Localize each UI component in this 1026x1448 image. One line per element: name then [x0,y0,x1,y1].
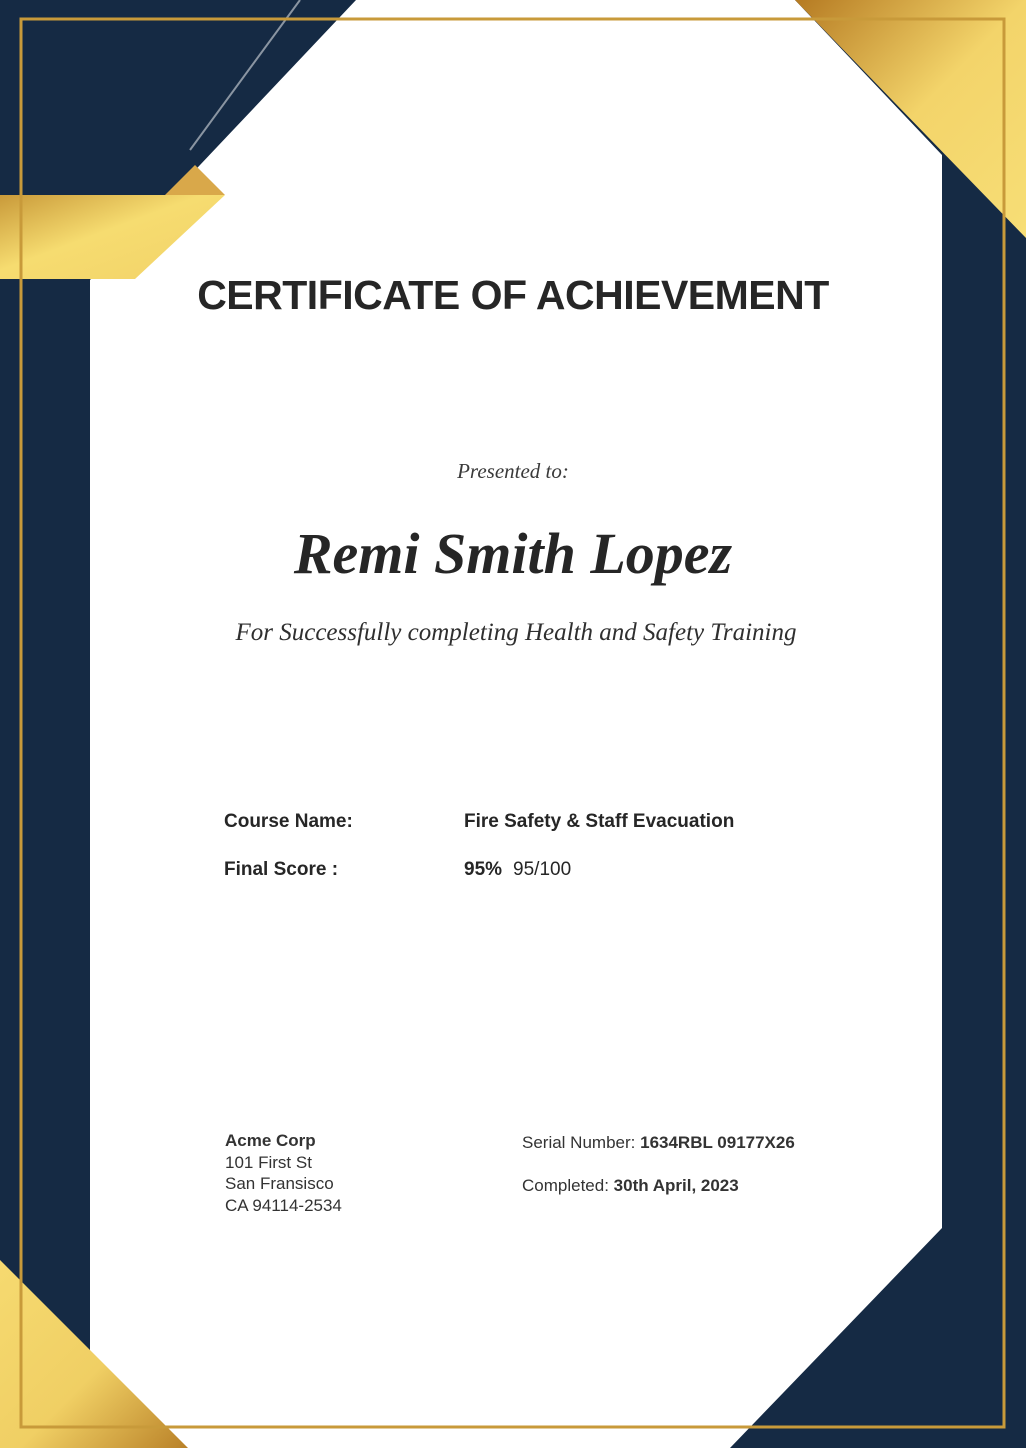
certificate-title: CERTIFICATE OF ACHIEVEMENT [197,272,829,318]
completed-label: Completed: [522,1176,609,1195]
issuer-company: Acme Corp [225,1131,316,1150]
issuer-address-line1: 101 First St [225,1152,312,1172]
completed-value: 30th April, 2023 [613,1176,739,1195]
serial-number [522,1132,795,1154]
issuer-address-line2: San Fransisco [225,1174,334,1193]
presented-to-label: Presented to: [457,459,569,483]
issuer-address [225,1130,342,1216]
score-percent: 95% [464,859,503,880]
issuer-address-line3: CA 94114-2534 [225,1195,342,1215]
recipient-name: Remi Smith Lopez [293,521,733,586]
gold-ribbon-top-left [0,195,225,279]
navy-panel-right [730,0,1026,1448]
serial-number-label: Serial Number: [522,1133,636,1152]
course-name-value: Fire Safety & Staff Evacuation [464,811,735,832]
serial-number-value: 1634RBL 09177X26 [640,1133,795,1152]
completed-date [522,1175,739,1197]
course-name-label: Course Name: [224,811,353,832]
score-fraction: 95/100 [513,859,572,880]
final-score-value [464,859,571,881]
achievement-reason: For Successfully completing Health and Safety Training [235,619,797,646]
final-score-label: Final Score : [224,859,339,880]
